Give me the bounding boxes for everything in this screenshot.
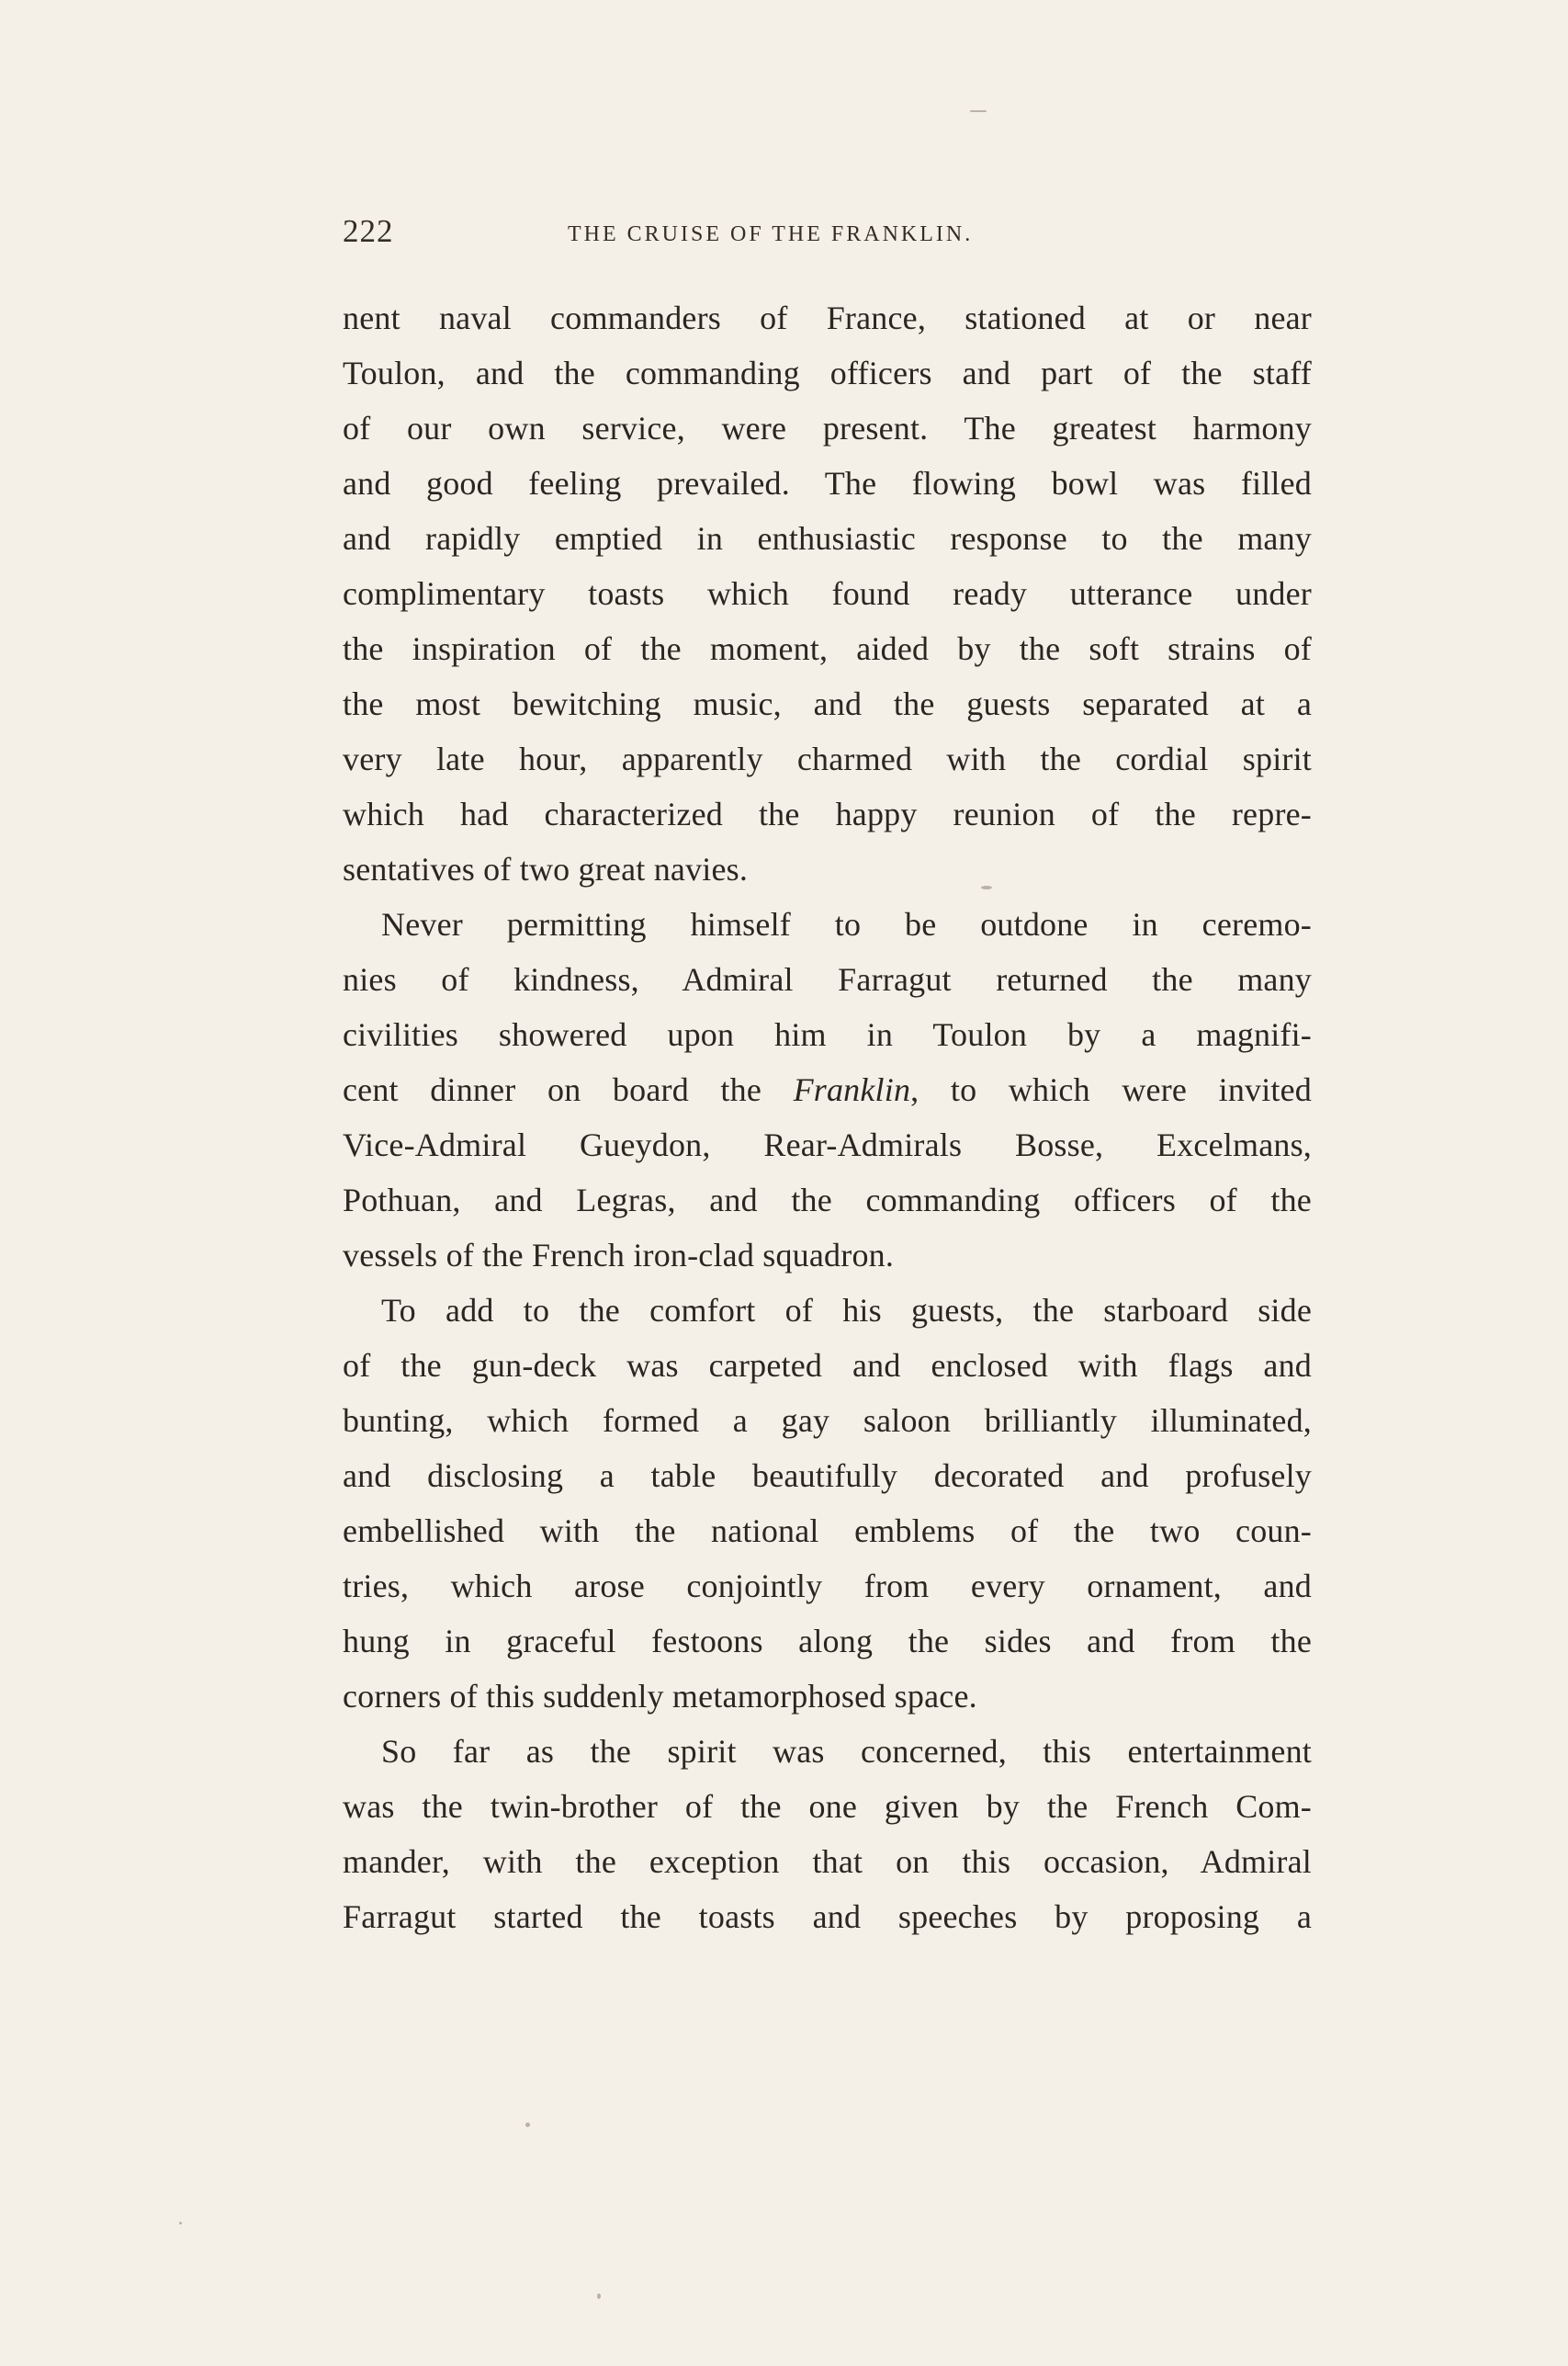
text-line: the most bewitching music, and the guests separated at a bbox=[343, 685, 1312, 722]
text-line: which had characterized the happy reunion of the repre- bbox=[343, 796, 1312, 832]
text-line: hung in graceful festoons along the sides and from the bbox=[343, 1623, 1312, 1659]
text-line: the inspiration of the moment, aided by the soft strains of bbox=[343, 630, 1312, 667]
text-line: tries, which arose conjointly from every ornament, and bbox=[343, 1568, 1312, 1604]
paragraph-first-line: To add to the comfort of his guests, the starboard side bbox=[381, 1292, 1312, 1329]
text-line: vessels of the French iron-clad squadron. bbox=[343, 1237, 895, 1274]
ship-name: Franklin bbox=[793, 1071, 911, 1108]
paper-speck bbox=[981, 886, 992, 889]
paper-speck bbox=[179, 2222, 182, 2224]
text-line: cent dinner on board the Franklin, to which were invited bbox=[343, 1071, 1313, 1108]
body-text bbox=[343, 290, 1312, 1944]
text-line: mander, with the exception that on this occasion, Admiral bbox=[343, 1843, 1312, 1880]
text-line: civilities showered upon him in Toulon by a magnifi- bbox=[343, 1016, 1312, 1053]
running-head: THE CRUISE OF THE FRANKLIN. bbox=[568, 222, 974, 246]
text-line: was the twin-brother of the one given by the French Com- bbox=[343, 1788, 1312, 1825]
text-line: embellished with the national emblems of the two coun- bbox=[343, 1512, 1312, 1549]
text-line: and good feeling prevailed. The flowing bowl was filled bbox=[343, 465, 1312, 502]
text-line: sentatives of two great navies. bbox=[343, 851, 749, 888]
text-line: nent naval commanders of France, stationed at or near bbox=[343, 300, 1312, 336]
text-line: bunting, which formed a gay saloon brilliantly illuminated, bbox=[343, 1402, 1312, 1439]
text-line: of our own service, were present. The greatest harmony bbox=[343, 410, 1312, 447]
text-line: Farragut started the toasts and speeches by proposing a bbox=[343, 1898, 1312, 1935]
text-line: complimentary toasts which found ready utterance under bbox=[343, 575, 1312, 612]
paper-speck bbox=[970, 110, 987, 112]
paper-speck bbox=[597, 2293, 601, 2299]
paragraph-first-line: Never permitting himself to be outdone in ceremo- bbox=[381, 906, 1312, 943]
text-line: Vice-Admiral Gueydon, Rear-Admirals Bosse, Excelmans, bbox=[343, 1126, 1312, 1163]
text-line: very late hour, apparently charmed with the cordial spirit bbox=[343, 741, 1312, 777]
paper-speck bbox=[525, 2123, 530, 2127]
text-line: Toulon, and the commanding officers and part of the staff bbox=[343, 355, 1312, 391]
text-line: corners of this suddenly metamorphosed space. bbox=[343, 1678, 977, 1715]
text-line: and disclosing a table beautifully decorated and profusely bbox=[343, 1457, 1312, 1494]
page-header bbox=[343, 213, 1312, 257]
text-line: and rapidly emptied in enthusiastic response to the many bbox=[343, 520, 1312, 557]
paragraph-first-line: So far as the spirit was concerned, this entertainment bbox=[381, 1733, 1312, 1770]
page-number: 222 bbox=[343, 213, 394, 249]
text-line: of the gun-deck was carpeted and enclosed with flags and bbox=[343, 1347, 1312, 1384]
text-line: nies of kindness, Admiral Farragut returned the many bbox=[343, 961, 1312, 998]
text-line: Pothuan, and Legras, and the commanding officers of the bbox=[343, 1182, 1312, 1218]
